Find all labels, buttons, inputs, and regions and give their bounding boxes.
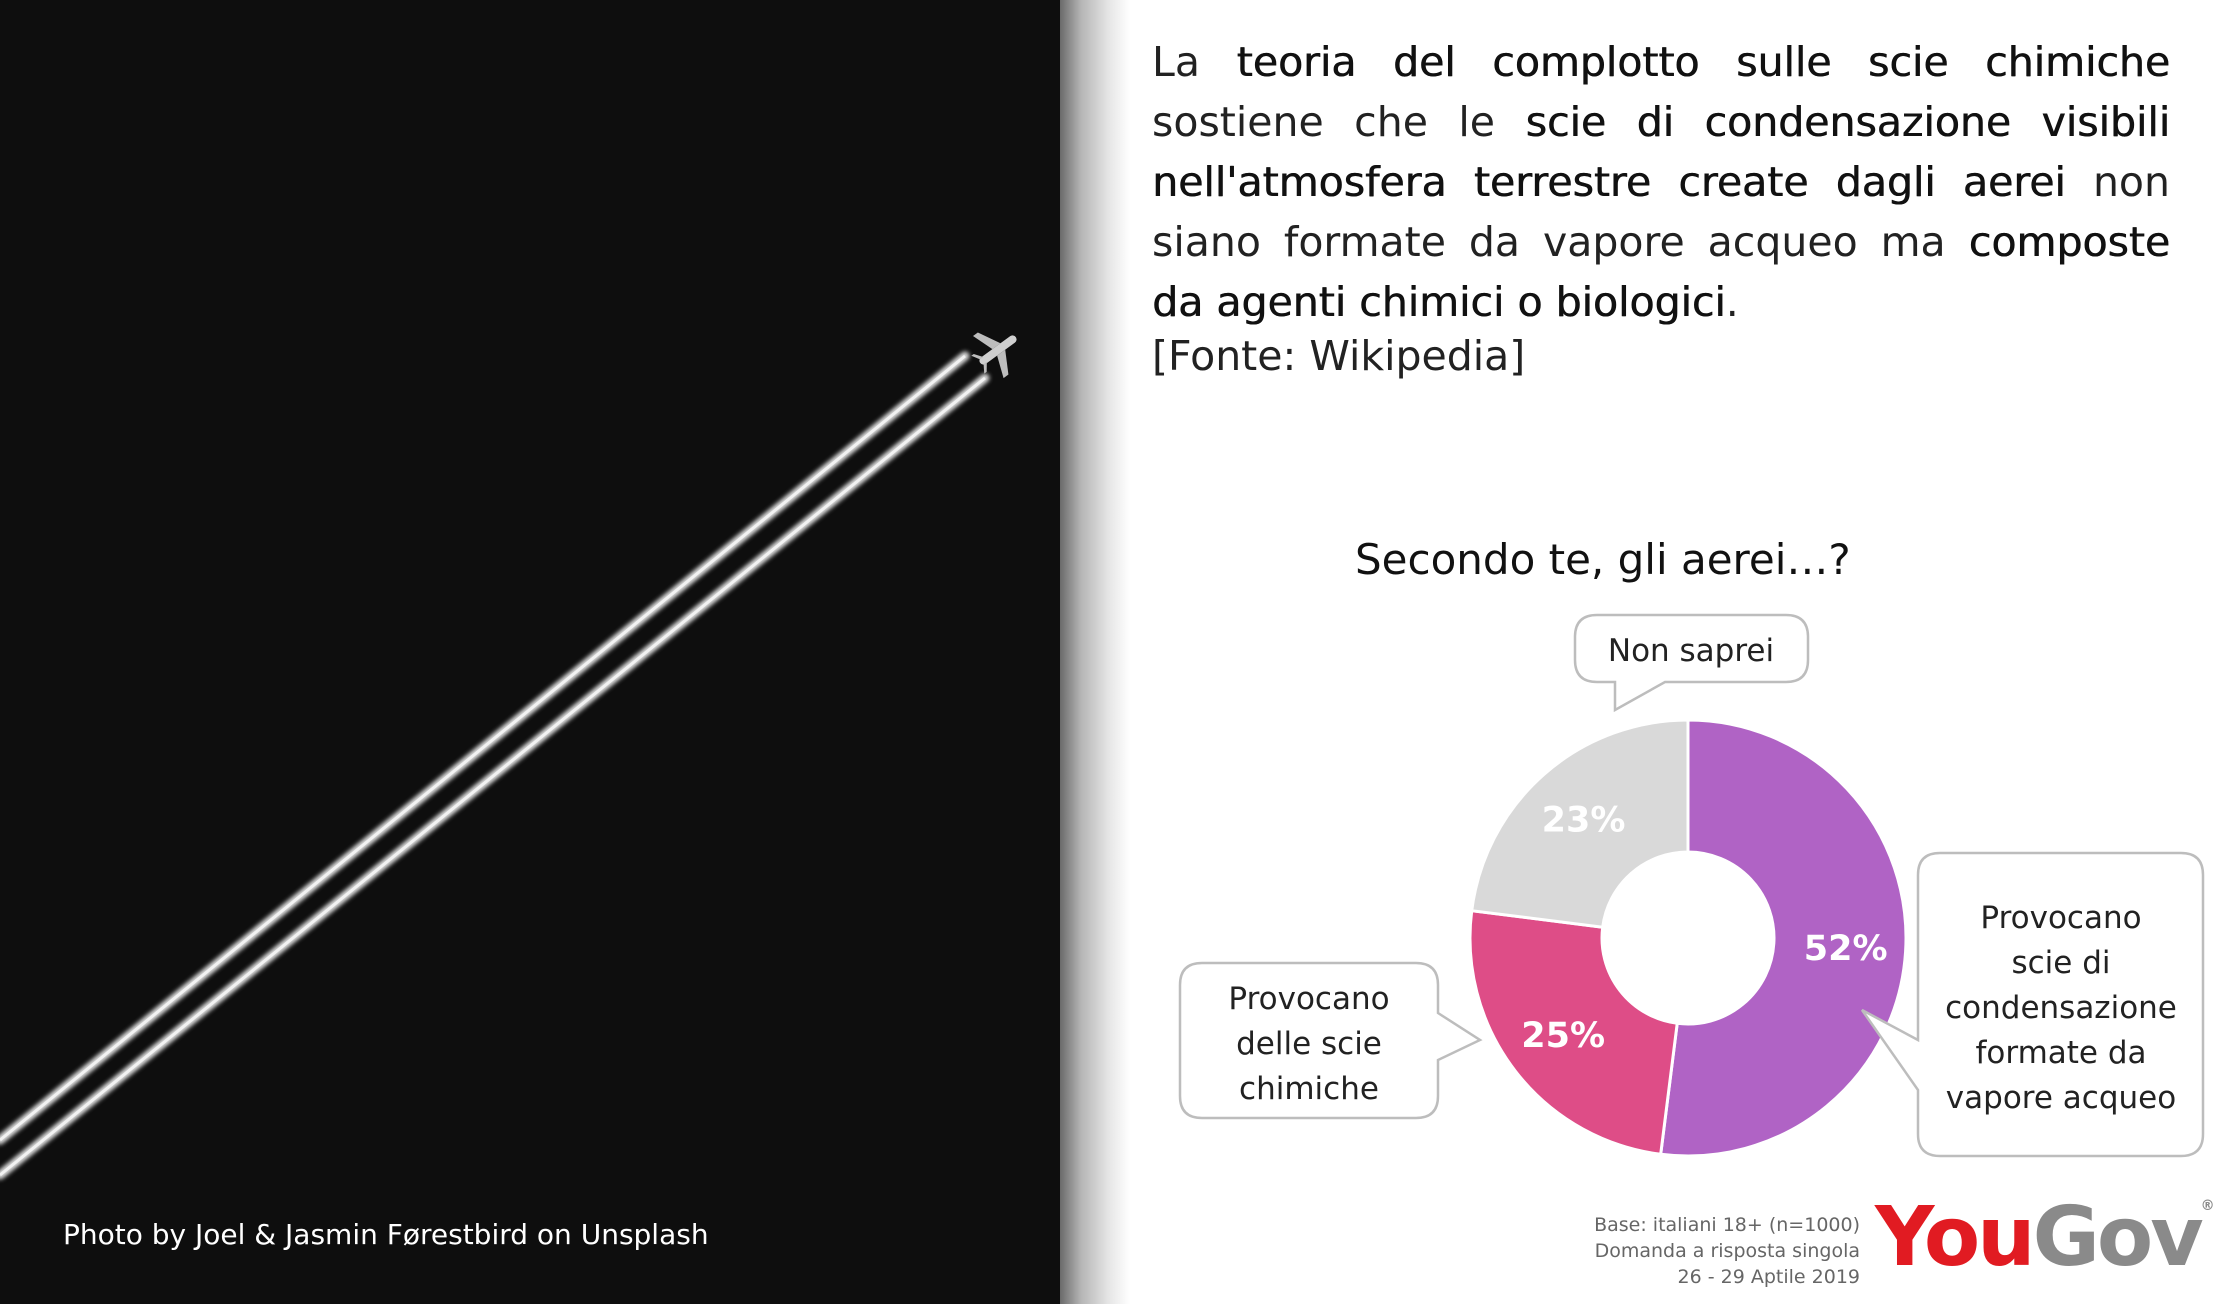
base-line-1: Base: italiani 18+ (n=1000) <box>1594 1214 1860 1236</box>
callout-vapore-line-0: Provocano <box>1980 900 2142 936</box>
callout-nonsaprei-line-0: Non saprei <box>1607 633 1775 669</box>
callout-chimiche-line-2: chimiche <box>1239 1071 1379 1107</box>
callout-vapore-line-2: condensazione <box>1945 990 2177 1026</box>
slice-label-1: 25% <box>1521 1015 1606 1056</box>
callout-vapore-line-1: scie di <box>2011 945 2111 981</box>
base-line-2: Domanda a risposta singola <box>1594 1240 1860 1262</box>
intro-source: [Fonte: Wikipedia] <box>1152 332 1526 380</box>
callout-vapore-line-4: vapore acqueo <box>1945 1080 2177 1116</box>
slice-label-2: 23% <box>1541 800 1626 841</box>
photo-credit: Photo by Joel & Jasmin Førestbird on Unsplash <box>63 1218 709 1251</box>
survey-base <box>1560 1212 1860 1290</box>
intro-segment-6: . <box>1725 278 1739 326</box>
logo-registered: ® <box>2200 1198 2212 1214</box>
intro-segment-0: La <box>1152 38 1237 86</box>
intro-segment-3: scie di condensazione visibili nell'atmosfera terrestre create dagli aerei <box>1152 98 2170 206</box>
intro-segment-1: teoria del complotto sulle scie chimiche <box>1236 38 2170 86</box>
logo-you: You <box>1875 1190 2033 1285</box>
callout-chimiche-line-0: Provocano <box>1228 981 1390 1017</box>
chart-title: Secondo te, gli aerei…? <box>1355 535 1851 584</box>
callout-chimiche-line-1: delle scie <box>1236 1026 1382 1062</box>
callout-vapore-line-3: formate da <box>1975 1035 2147 1071</box>
intro-segment-5: composte da agenti chimici o biologici <box>1152 218 2170 326</box>
intro-segment-4: non siano formate da vapore acqueo ma <box>1152 158 2170 266</box>
base-line-3: 26 - 29 Aptile 2019 <box>1677 1266 1860 1288</box>
intro-segment-2: sostiene che le <box>1152 98 1526 146</box>
logo-gov: Gov <box>2032 1190 2201 1285</box>
slice-label-0: 52% <box>1803 928 1888 969</box>
yougov-logo <box>1875 1190 2212 1285</box>
